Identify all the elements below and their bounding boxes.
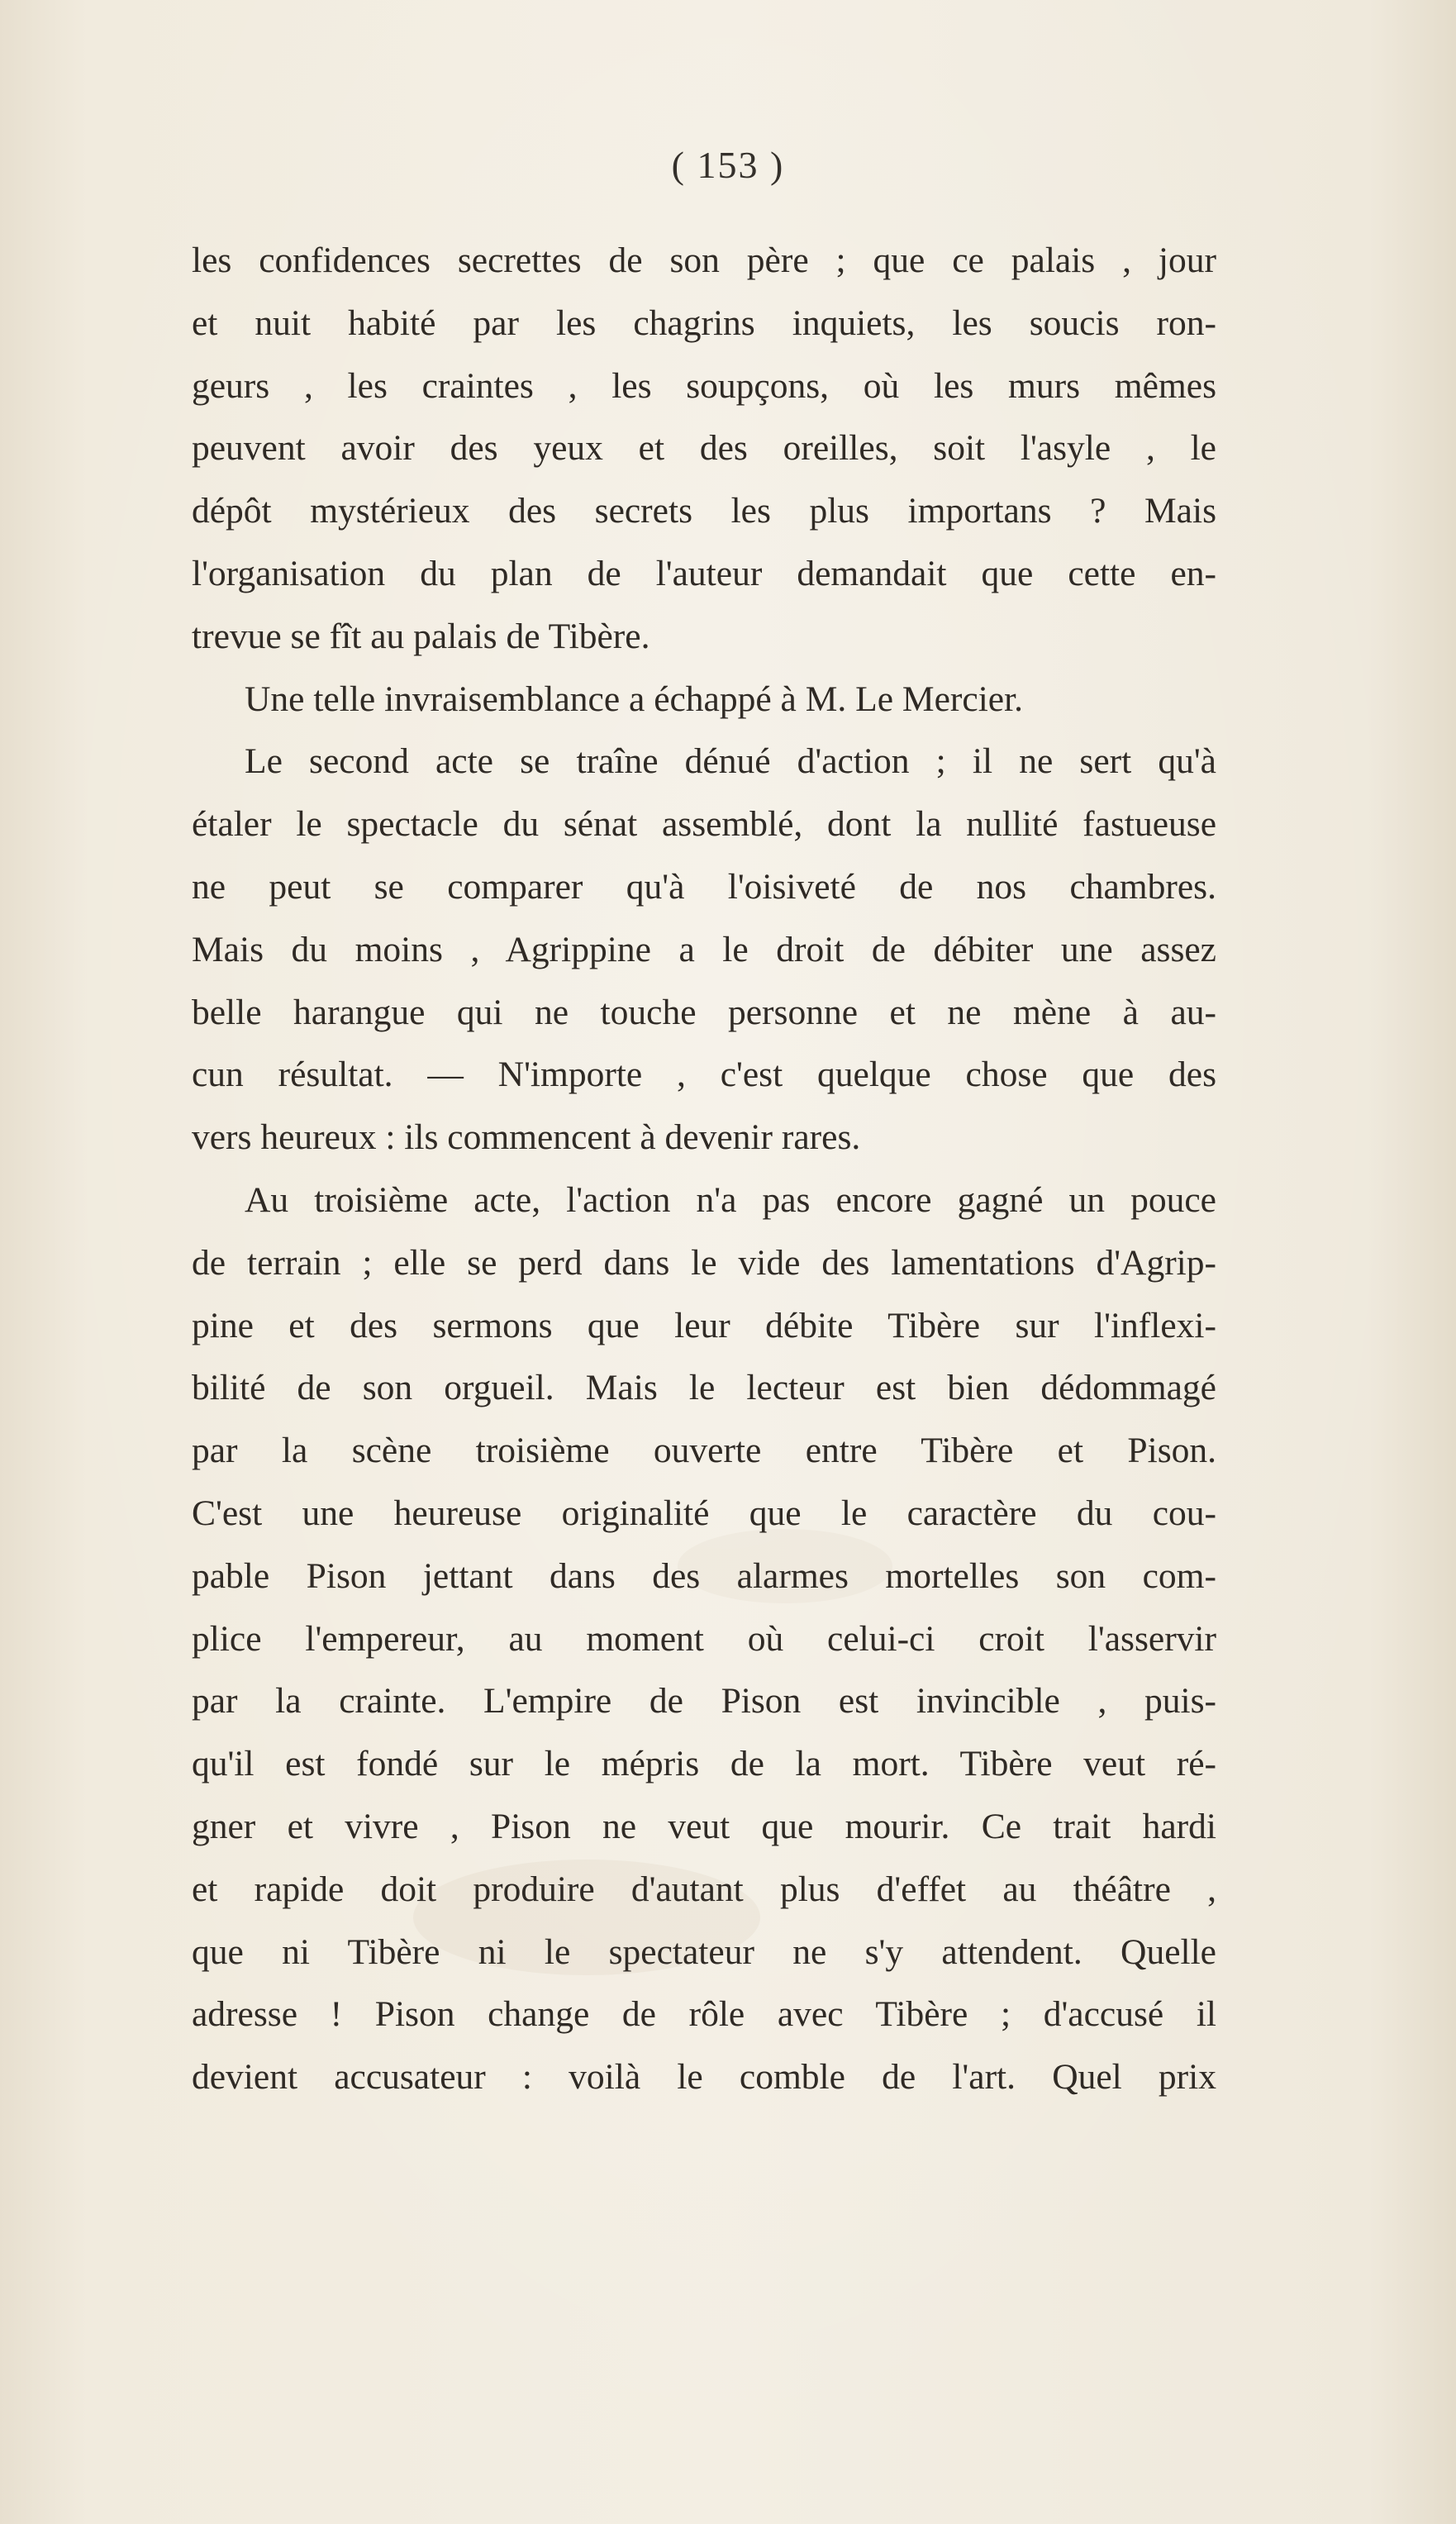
text-line: que ni Tibère ni le spectateur ne s'y attendent. Quelle [192,1931,1216,1972]
text-line: qu'il est fondé sur le mépris de la mort. Tibère veut ré- [192,1744,1216,1784]
text-line: plice l'empereur, au moment où celui-ci croit l'asservir [192,1618,1216,1659]
text-block [192,230,1216,2109]
text-line: pine et des sermons que leur débite Tibère sur l'inflexi- [192,1305,1216,1345]
text-line: trevue se fît au palais de Tibère. [192,616,650,656]
text-line: et rapide doit produire d'autant plus d'effet au théâtre , [192,1869,1216,1909]
text-line: les confidences secrettes de son père ; que ce palais , jour [192,240,1216,280]
text-line: cun résultat. — N'importe , c'est quelque chose que des [192,1055,1216,1095]
text-line: pable Pison jettant dans des alarmes mortelles son com- [192,1555,1216,1596]
text-line: Le second acte se traîne dénué d'action ; il ne sert qu'à [245,741,1216,782]
text-line: Mais du moins , Agrippine a le droit de débiter une assez [192,929,1216,969]
text-line: par la crainte. L'empire de Pison est invincible , puis- [192,1681,1216,1722]
text-line: devient accusateur : voilà le comble de l'art. Quel prix [192,2057,1216,2098]
text-line: gner et vivre , Pison ne veut que mourir. Ce trait hardi [192,1806,1216,1846]
text-line: Au troisième acte, l'action n'a pas encore gagné un pouce [245,1179,1216,1220]
text-line: bilité de son orgueil. Mais le lecteur est bien dédommagé [192,1368,1216,1408]
text-line: ne peut se comparer qu'à l'oisiveté de nos chambres. [192,866,1216,907]
text-line: l'organisation du plan de l'auteur demandait que cette en- [192,553,1216,593]
text-line: et nuit habité par les chagrins inquiets, les soucis ron- [192,302,1216,343]
text-line: Une telle invraisemblance a échappé à M. Le Mercier. [245,679,1024,719]
text-line: geurs , les craintes , les soupçons, où les murs mêmes [192,365,1216,406]
text-line: vers heureux : ils commencent à devenir rares. [192,1117,861,1158]
text-line: C'est une heureuse originalité que le caractère du cou- [192,1493,1216,1533]
text-line: dépôt mystérieux des secrets les plus importans ? Mais [192,491,1216,531]
text-line: par la scène troisième ouverte entre Tibère et Pison. [192,1431,1216,1471]
page-number: ( 153 ) [671,144,785,186]
text-line: belle harangue qui ne touche personne et ne mène à au- [192,992,1216,1032]
text-line: étaler le spectacle du sénat assemblé, dont la nullité fastueuse [192,804,1216,845]
text-line: de terrain ; elle se perd dans le vide des lamentations d'Agrip- [192,1242,1216,1283]
text-line: peuvent avoir des yeux et des oreilles, soit l'asyle , le [192,428,1216,469]
text-line: adresse ! Pison change de rôle avec Tibère ; d'accusé il [192,1994,1216,2035]
